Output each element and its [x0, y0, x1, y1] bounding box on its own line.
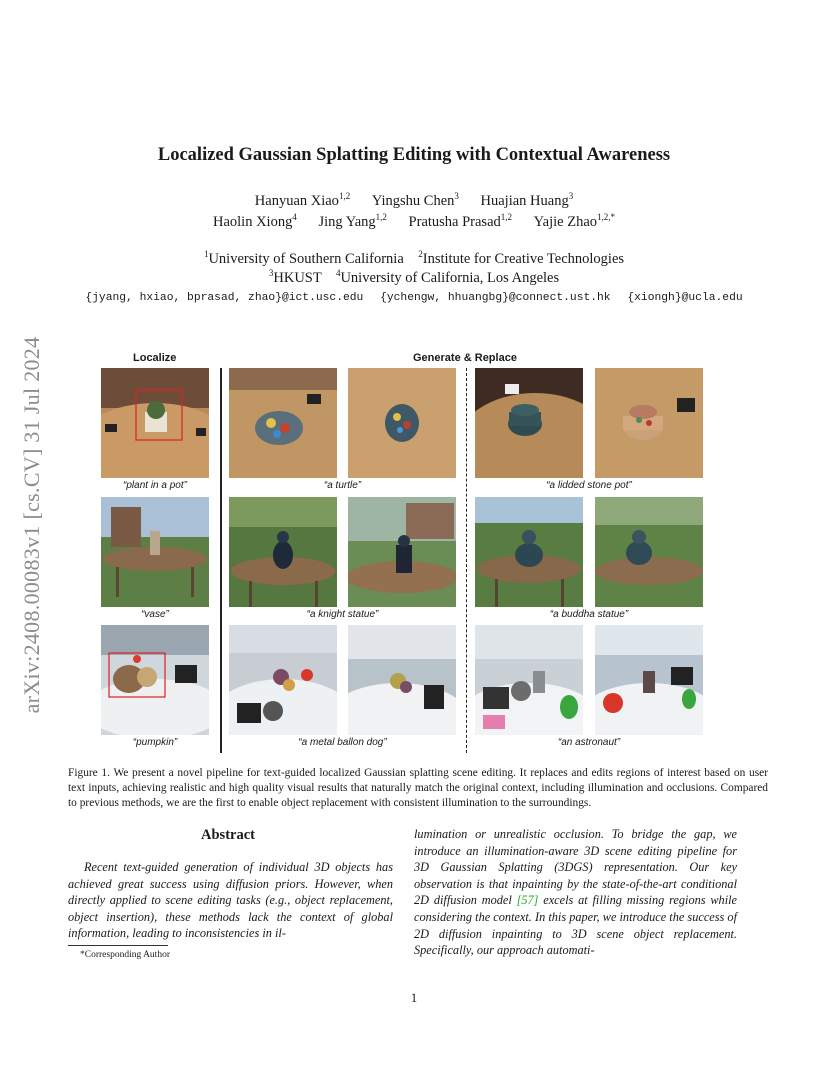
author: Haolin Xiong$^4$ — [212, 212, 297, 230]
photo-knight-statue-view-1 — [229, 497, 337, 607]
photo-lidded-stone-pot-view-2 — [595, 368, 703, 478]
photo-buddha-statue-view-1 — [475, 497, 583, 607]
photo-metal-balloon-dog-view-2 — [348, 625, 456, 735]
footnote-rule — [68, 945, 168, 946]
caption-localize-row-3: “pumpkin” — [132, 737, 178, 748]
paper-title: Localized Gaussian Splatting Editing with Contextual Awareness — [157, 145, 671, 165]
photo-lidded-stone-pot-view-1 — [475, 368, 583, 478]
photo-pumpkin-localize — [101, 625, 209, 735]
author: Pratusha Prasad$^{1,2}$ — [408, 212, 513, 230]
email: {ychengw, hhuangbg}@connect.ust.hk — [380, 292, 611, 304]
figure-solid-divider — [220, 368, 222, 753]
photo-vase-localize — [101, 497, 209, 607]
author-list-row-1 — [0, 193, 828, 210]
author: Hanyuan Xiao$^{1,2}$ — [254, 191, 351, 209]
affiliation: $^3$HKUST — [268, 268, 322, 286]
figure-dashed-divider — [466, 368, 467, 753]
caption-generate-row-3b: “an astronaut” — [557, 737, 621, 748]
figure-heading-localize: Localize — [133, 352, 177, 364]
email: {jyang, hxiao, bprasad, zhao}@ict.usc.edu — [85, 292, 364, 304]
caption-generate-row-3a: “a metal ballon dog” — [298, 737, 387, 748]
author: Jing Yang$^{1,2}$ — [318, 212, 387, 230]
author-emails — [0, 292, 828, 304]
author: Yajie Zhao$^{1,2,*}$ — [533, 212, 616, 230]
email: {xiongh}@ucla.edu — [627, 292, 743, 304]
author: Huajian Huang$^3$ — [480, 191, 574, 209]
caption-generate-row-1a: “a turtle” — [323, 480, 362, 491]
photo-astronaut-view-1 — [475, 625, 583, 735]
caption-generate-row-1b: “a lidded stone pot” — [546, 480, 632, 491]
affiliation-row-1 — [0, 251, 828, 268]
abstract-left-column: Recent text-guided generation of individual 3D objects has achieved great success using diffusion priors. However, when directly applied to scene editing tasks (e.g., object replacement, object insertion), these methods lack the context of global information, leading to inconsistencies in il- — [68, 860, 393, 941]
affiliation: $^4$University of California, Los Angeles — [335, 268, 560, 286]
photo-knight-statue-view-2 — [348, 497, 456, 607]
caption-generate-row-2b: “a buddha statue” — [549, 609, 629, 620]
page-number: 1 — [410, 990, 418, 1005]
photo-buddha-statue-view-2 — [595, 497, 703, 607]
abstract-right-column: lumination or unrealistic occlusion. To bridge the gap, we introduce an illumination-aware 3D scene editing pipeline for 3D Gaussian Splatting (3DGS) representation. Our key observation is that inpainting by the state-of-the-art conditional 2D diffusion model [57] excels at filling missing regions while considering the context. In this paper, we introduce the success of 2D diffusion inpainting to 3D scene object replacement. Specifically, our approach automati- — [414, 827, 737, 958]
footnote: *Corresponding Author — [80, 950, 170, 960]
photo-metal-balloon-dog-view-1 — [229, 625, 337, 735]
caption-localize-row-1: “plant in a pot” — [123, 480, 187, 491]
author: Yingshu Chen$^3$ — [371, 191, 459, 209]
photo-turtle-view-1 — [229, 368, 337, 478]
photo-astronaut-view-2 — [595, 625, 703, 735]
abstract-heading: Abstract — [201, 827, 255, 843]
affiliation: $^2$Institute for Creative Technologies — [418, 249, 625, 267]
photo-turtle-view-2 — [348, 368, 456, 478]
figure-heading-generate: Generate & Replace — [413, 352, 517, 364]
affiliation-row-2 — [0, 270, 828, 287]
figure-caption: Figure 1. We present a novel pipeline for text-guided localized Gaussian splatting scene editing. It replaces and edits regions of interest based on user text inputs, achieving realistic and high quality visual results that naturally match the original context, including illumination and occlusions. Compared to previous methods, we are the first to enable object replacement with consistent illumination to the surroundings. — [68, 767, 768, 809]
author-list-row-2 — [0, 214, 828, 231]
photo-plant-in-pot-localize — [101, 368, 209, 478]
caption-localize-row-2: “vase” — [141, 609, 169, 620]
arxiv-identifier: arXiv:2408.00083v1 [cs.CV] 31 Jul 2024 — [19, 336, 44, 714]
caption-generate-row-2a: “a knight statue” — [306, 609, 379, 620]
citation-link[interactable]: [57] — [516, 893, 539, 908]
affiliation: $^1$University of Southern California — [203, 249, 404, 267]
